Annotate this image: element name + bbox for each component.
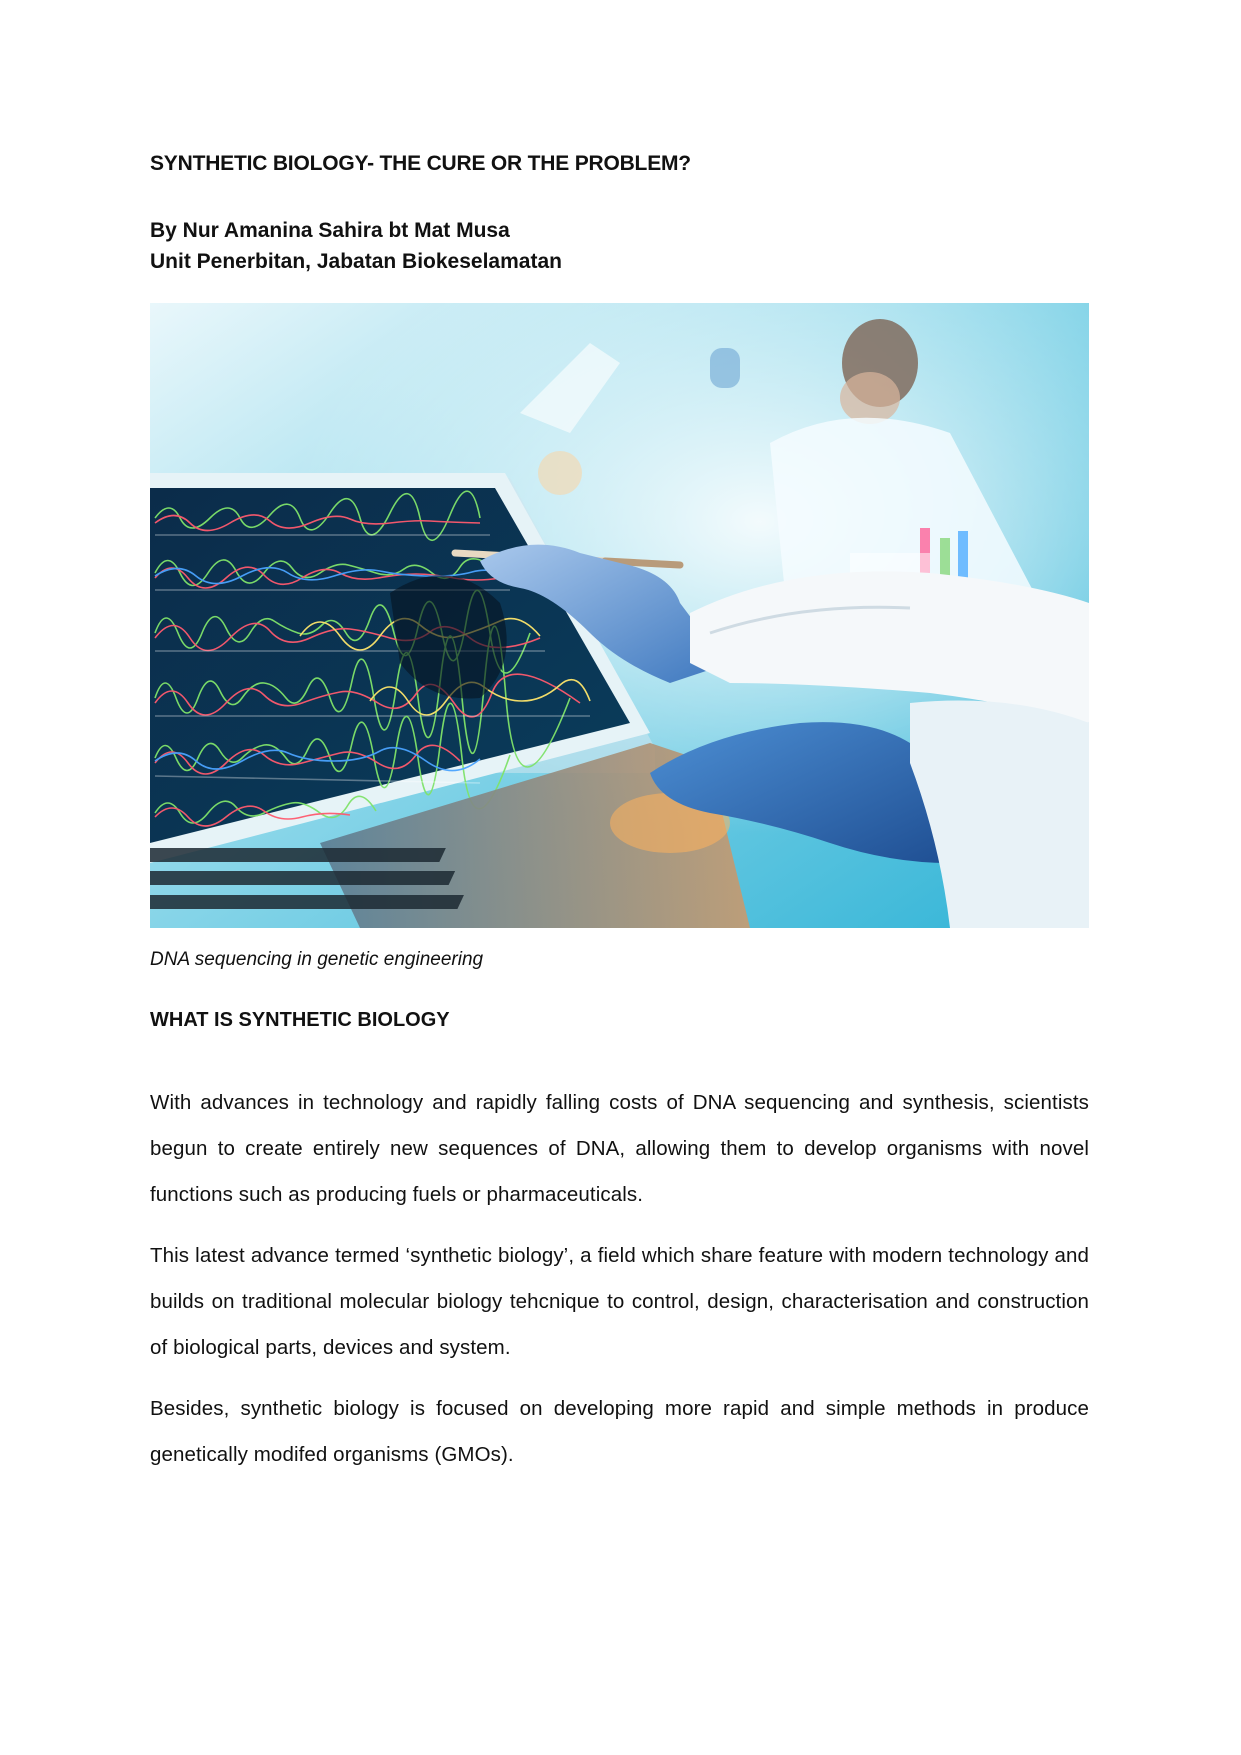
section-heading: WHAT IS SYNTHETIC BIOLOGY — [150, 1009, 450, 1031]
paragraph-1: With advances in technology and rapidly falling costs of DNA sequencing and synthesis, scientists begun to create entirely new sequences of DNA, allowing them to develop organisms with novel functions such as producing fuels or pharmaceuticals. — [150, 1090, 1089, 1206]
paragraph-3: Besides, synthetic biology is focused on developing more rapid and simple methods in produce genetically modifed organisms (GMOs). — [150, 1396, 1089, 1466]
article-title: SYNTHETIC BIOLOGY- THE CURE OR THE PROBLEM? — [150, 152, 691, 175]
dna-sequencing-photo-illustration — [150, 303, 1089, 928]
author-line: By Nur Amanina Sahira bt Mat Musa — [150, 219, 510, 242]
figure-caption: DNA sequencing in genetic engineering — [150, 949, 484, 970]
paragraph-2: This latest advance termed ‘synthetic biology’, a field which share feature with modern technology and builds on traditional molecular biology tehcnique to control, design, characterisation and construction of biological parts, devices and system. — [150, 1243, 1089, 1359]
article-photo — [150, 303, 1089, 928]
affiliation-line: Unit Penerbitan, Jabatan Biokeselamatan — [150, 250, 562, 273]
byline — [150, 215, 562, 277]
